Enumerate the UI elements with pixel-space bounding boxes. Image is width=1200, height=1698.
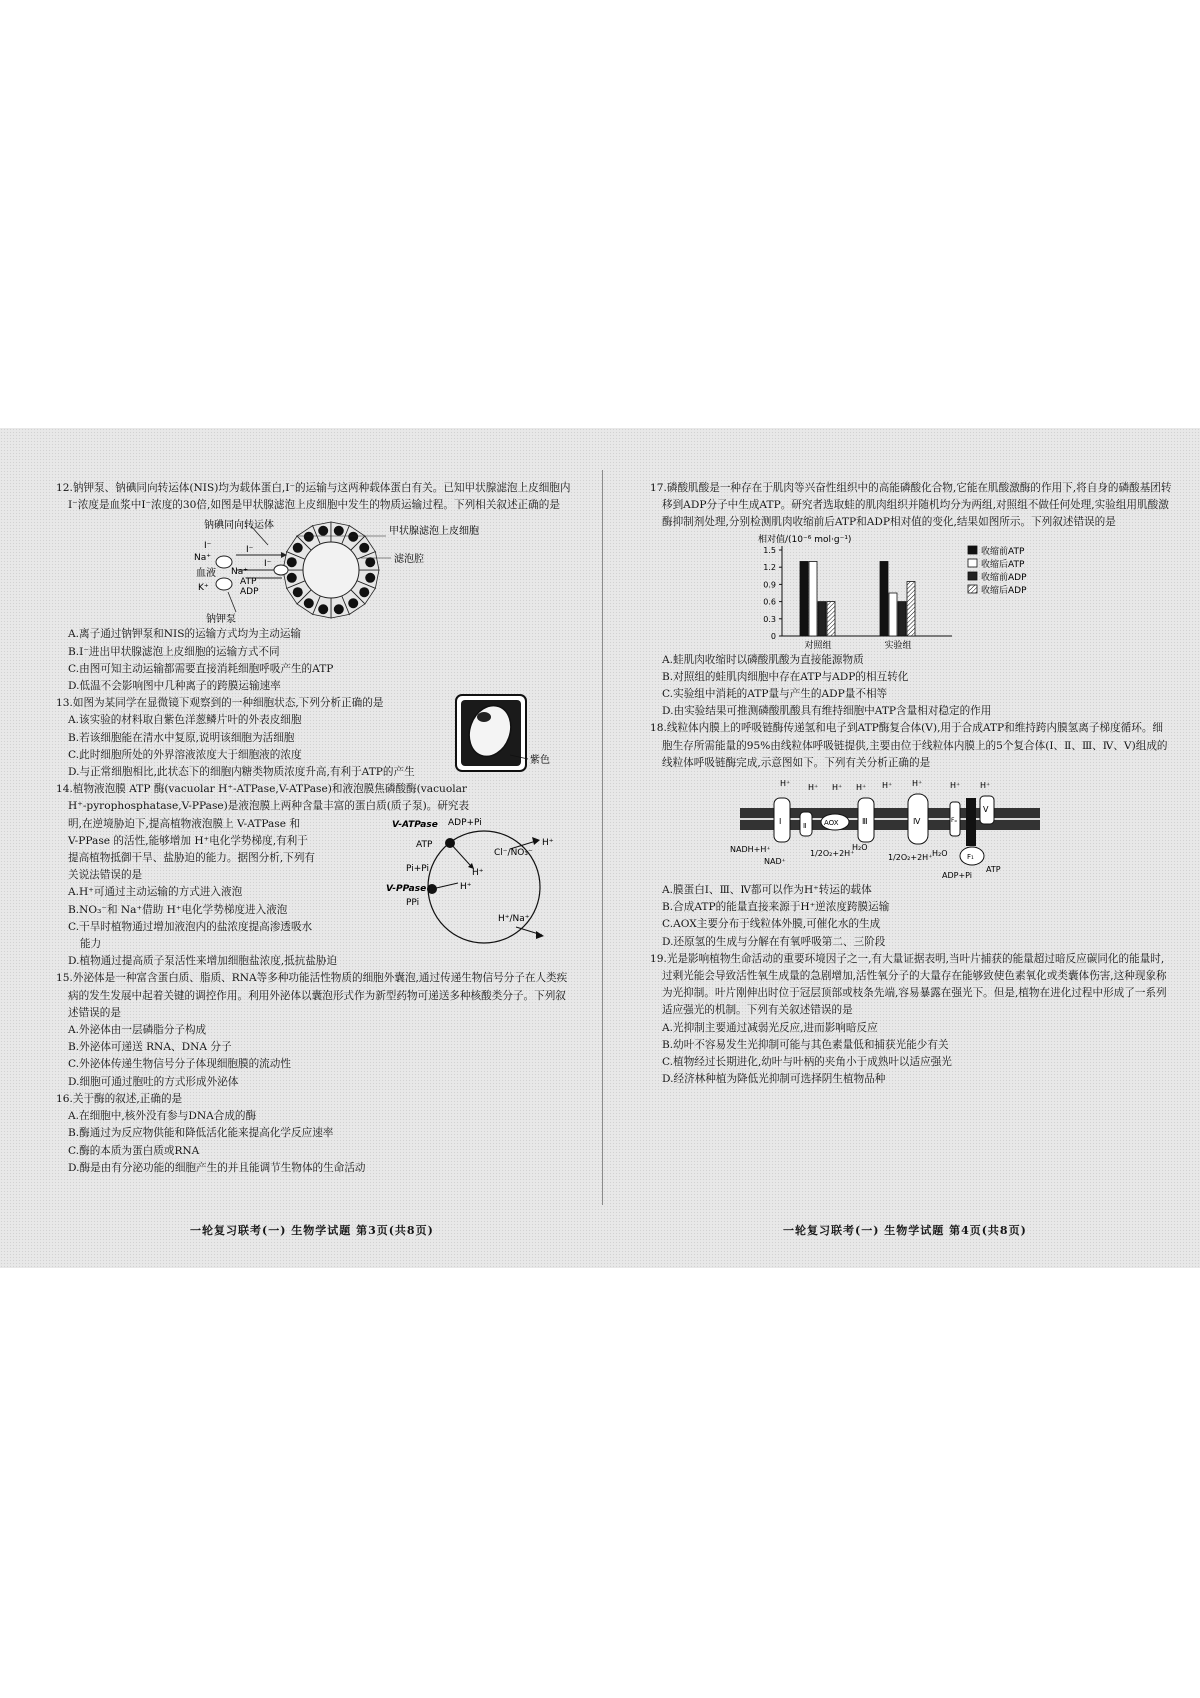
- question-19: [650, 951, 1172, 1089]
- y-tick-label: 0.9: [763, 580, 776, 590]
- q15-option-b[interactable]: B.外泌体可递送 RNA、DNA 分子: [68, 1041, 232, 1054]
- q14-option-c-cont[interactable]: 能力: [80, 938, 102, 951]
- q18-option-a[interactable]: A.膜蛋白Ⅰ、Ⅲ、Ⅳ都可以作为H⁺转运的载体: [662, 884, 872, 897]
- page-divider: [602, 470, 603, 1205]
- pump-label: 钠钾泵: [206, 614, 236, 626]
- q14-option-a[interactable]: A.H⁺可通过主动运输的方式进入液泡: [68, 886, 243, 899]
- chart-bars: [800, 561, 915, 636]
- q16-option-c[interactable]: C.酶的本质为蛋白质或RNA: [68, 1144, 200, 1157]
- q15-stem: 15.外泌体是一种富含蛋白质、脂质、RNA等多种功能活性物质的细胞外囊泡,通过传递生物信号分子在人类疾病的发生发展中起着关键的调控作用。利用外泌体以囊泡形式作为新型药物可递送多种核酸类分子。下列叙述错误的是: [56, 972, 568, 1019]
- legend-label: 收缩前ATP: [981, 546, 1025, 557]
- atp-adp-bar-chart: [650, 532, 1172, 652]
- water-label-1: H₂O: [852, 843, 868, 853]
- f1-label: F₁: [967, 853, 974, 862]
- q13-stem: 13.如图为某同学在显微镜下观察到的一种细胞状态,下列分析正确的是: [56, 697, 384, 710]
- question-18: [650, 720, 1172, 950]
- q15-option-d[interactable]: D.细胞可通过胞吐的方式形成外泌体: [68, 1075, 239, 1088]
- bar-收缩前ATP: [800, 561, 808, 636]
- question-16: [56, 1091, 576, 1177]
- cell-nucleus: [318, 526, 328, 536]
- purple-label: 紫色: [530, 755, 550, 767]
- h-label-2: H⁺: [808, 783, 819, 793]
- right-page: [650, 480, 1172, 1088]
- h-out-label: H⁺: [542, 838, 554, 849]
- cell-nucleus: [348, 532, 358, 542]
- complex-5-label: Ⅴ: [983, 805, 989, 815]
- q16-stem: 16.关于酶的叙述,正确的是: [56, 1092, 183, 1105]
- h-label-3: H⁺: [832, 783, 843, 793]
- legend-label: 收缩后ADP: [981, 585, 1027, 596]
- nis-label: 钠碘同向转运体: [204, 520, 274, 532]
- bar-收缩前ADP: [898, 601, 906, 635]
- h-label-5: H⁺: [882, 781, 893, 791]
- complex-1-label: Ⅰ: [779, 817, 782, 827]
- complex-2-label: Ⅱ: [803, 822, 807, 831]
- vppase-label: V-PPase: [386, 884, 427, 895]
- q13-option-c[interactable]: C.此时细胞所处的外界溶液浓度大于细胞液的浓度: [68, 748, 302, 761]
- legend-label: 收缩后ATP: [981, 559, 1025, 570]
- cell-nucleus: [359, 588, 369, 598]
- h-label-8: H⁺: [980, 781, 991, 791]
- bar-收缩后ATP: [809, 561, 817, 636]
- nad-label: NAD⁺: [764, 857, 786, 867]
- legend-swatch: [968, 572, 977, 580]
- bar-收缩后ADP: [827, 601, 835, 635]
- vacuole-pump-diagram: [386, 815, 566, 955]
- blood-label: 血液: [196, 568, 216, 580]
- complex-4-label: Ⅳ: [913, 817, 921, 827]
- cell-nucleus: [304, 532, 314, 542]
- question-12: [56, 480, 576, 695]
- chart-ylabel: 相对值/(10⁻⁶ mol·g⁻¹): [758, 534, 852, 545]
- oxygen-label-2: 1/2O₂+2H⁺: [888, 853, 933, 863]
- ppi-label: PPi: [406, 898, 420, 909]
- q14-stem-line1: 14.植物液泡膜 ATP 酶(vacuolar H⁺-ATPase,V-ATPase)和液泡膜焦磷酸酶(vacuolar: [56, 783, 467, 796]
- bar-收缩前ATP: [880, 561, 888, 636]
- follicle-lumen: [303, 542, 359, 598]
- respiratory-chain-diagram: [650, 772, 1172, 882]
- q14-stem-line4: V-PPase 的活性,能够增加 H⁺电化学势梯度,有利于: [68, 834, 308, 847]
- q12-stem: 12.钠钾泵、钠碘同向转运体(NIS)均为载体蛋白,I⁻的运输与这两种载体蛋白有关。已知甲状腺滤泡上皮细胞内I⁻浓度是血浆中I⁻浓度的30倍,如图是甲状腺滤泡上皮细胞中发生的物质运输过程。下列相关叙述正确的是: [56, 482, 571, 512]
- chart-legend: [968, 545, 1027, 596]
- y-tick-label: 0.3: [763, 614, 776, 624]
- q17-option-a[interactable]: A.蛙肌肉收缩时以磷酸肌酸为直接能源物质: [662, 653, 864, 666]
- q16-option-d[interactable]: D.酶是由有分泌功能的细胞产生的并且能调节生物体的生命活动: [68, 1161, 366, 1174]
- q16-option-b[interactable]: B.酶通过为反应物供能和降低活化能来提高化学反应速率: [68, 1127, 334, 1140]
- vatpase-label: V-ATPase: [392, 820, 438, 831]
- legend-label: 收缩前ADP: [981, 572, 1027, 583]
- legend-swatch: [968, 559, 977, 567]
- atp-label: ATP: [240, 577, 257, 588]
- cell-nucleus: [304, 599, 314, 609]
- q15-option-a[interactable]: A.外泌体由一层磷脂分子构成: [68, 1024, 207, 1037]
- iodide-out-label: I⁻: [264, 559, 272, 570]
- h-label-6: H⁺: [912, 779, 923, 789]
- oxygen-label-1: 1/2O₂+2H⁺: [810, 849, 855, 859]
- legend-swatch: [968, 546, 977, 554]
- y-tick-label: 1.5: [763, 545, 776, 555]
- q19-option-b[interactable]: B.幼叶不容易发生光抑制可能与其色素量低和捕获光能少有关: [662, 1038, 949, 1051]
- q12-option-a[interactable]: A.离子通过钠钾泵和NIS的运输方式均为主动运输: [68, 628, 302, 641]
- cell-label: 甲状腺滤泡上皮细胞: [389, 526, 479, 538]
- q14-option-b[interactable]: B.NO₃⁻和 Na⁺借助 H⁺电化学势梯度进入液泡: [68, 903, 288, 916]
- left-page: [56, 480, 576, 1177]
- x-category-label: 对照组: [804, 640, 832, 651]
- h-na-label: H⁺/Na⁺: [498, 914, 530, 925]
- nadh-label: NADH+H⁺: [730, 845, 771, 855]
- thyroid-follicle-diagram: [56, 514, 576, 626]
- lumen-label: 滤泡腔: [394, 554, 424, 566]
- q14-option-c[interactable]: C.干旱时植物通过增加液泡内的盐浓度提高渗透吸水: [68, 920, 313, 933]
- q12-option-d[interactable]: D.低温不会影响图中几种离子的跨膜运输速率: [68, 680, 281, 693]
- cell-nucleus: [293, 588, 303, 598]
- q16-option-a[interactable]: A.在细胞中,核外没有参与DNA合成的酶: [68, 1110, 257, 1123]
- q17-option-c[interactable]: C.实验组中消耗的ATP量与产生的ADP量不相等: [662, 688, 888, 701]
- q12-figure: [56, 514, 576, 626]
- q18-option-d[interactable]: D.还原氢的生成与分解在有氧呼吸第二、三阶段: [662, 935, 886, 948]
- cl-no3-label: Cl⁻/NO₃⁻: [494, 848, 533, 859]
- q17-figure: [650, 532, 1172, 652]
- iodide-in-label: I⁻: [204, 541, 212, 552]
- water-label-2: H₂O: [932, 849, 948, 859]
- right-page-footer: 一轮复习联考(一) 生物学试题 第4页(共8页): [783, 1224, 1027, 1237]
- aox-label: AOX: [824, 819, 839, 828]
- atp-label: ATP: [986, 865, 1001, 875]
- q15-option-c[interactable]: C.外泌体传递生物信号分子体现细胞膜的流动性: [68, 1058, 291, 1071]
- question-15: [56, 970, 576, 1090]
- question-14: [56, 781, 576, 970]
- q14-stem-line3: 明,在逆境胁迫下,提高植物液泡膜上 V-ATPase 和: [68, 817, 301, 830]
- chart-axes: [763, 546, 952, 651]
- cell-nucleus: [287, 558, 297, 568]
- x-category-label: 实验组: [884, 640, 912, 651]
- y-tick-label: 1.2: [763, 562, 776, 572]
- q12-option-c[interactable]: C.由图可知主动运输都需要直接消耗细胞呼吸产生的ATP: [68, 662, 334, 675]
- q17-stem: 17.磷酸肌酸是一种存在于肌肉等兴奋性组织中的高能磷酸化合物,它能在肌酸激酶的作用下,将自身的磷酸基团转移到ADP分子中生成ATP。研究者选取蛙的肌肉组织并随机均分为两组,对照组不做任何处理,实验组用肌酸激酶抑制剂处理,分别检测肌肉收缩前后ATP和ADP相对值的变化,结果如图所示。下列叙述错误的是: [650, 482, 1172, 529]
- adp-pi-label: ADP+Pi: [942, 871, 973, 881]
- iodide-mid-label: I⁻: [246, 545, 254, 556]
- adp-pi-label: ADP+Pi: [448, 818, 482, 829]
- q13-option-a[interactable]: A.该实验的材料取自紫色洋葱鳞片叶的外表皮细胞: [68, 714, 302, 727]
- q17-option-b[interactable]: B.对照组的蛙肌肉细胞中存在ATP与ADP的相互转化: [662, 670, 909, 683]
- q17-option-d[interactable]: D.由实验结果可推测磷酸肌酸具有维持细胞中ATP含量相对稳定的作用: [662, 705, 992, 718]
- y-tick-label: 0: [770, 631, 776, 641]
- cell-nucleus: [293, 543, 303, 553]
- na-in-label: Na⁺: [194, 553, 211, 564]
- cell-nucleus: [348, 599, 358, 609]
- na-out-label: Na⁺: [231, 567, 248, 578]
- q19-option-a[interactable]: A.光抑制主要通过减弱光反应,进而影响暗反应: [662, 1021, 878, 1034]
- question-13: [56, 695, 576, 781]
- h-label-1: H⁺: [780, 779, 791, 789]
- h-in-label-2: H⁺: [460, 882, 472, 893]
- complex-3-label: Ⅲ: [862, 817, 868, 827]
- y-tick-label: 0.6: [763, 597, 776, 607]
- q18-figure: [650, 772, 1172, 882]
- left-page-footer: 一轮复习联考(一) 生物学试题 第3页(共8页): [190, 1224, 434, 1237]
- legend-swatch: [968, 585, 977, 593]
- h-label-7: H⁺: [950, 781, 961, 791]
- cell-nucleus: [287, 573, 297, 583]
- q14-stem-line6: 关说法错误的是: [68, 869, 143, 882]
- bar-收缩后ADP: [907, 581, 915, 635]
- q13-option-b[interactable]: B.若该细胞能在清水中复原,说明该细胞为活细胞: [68, 731, 295, 744]
- cell-nucleus: [359, 543, 369, 553]
- h-in-label-1: H⁺: [472, 868, 484, 879]
- q13-option-d[interactable]: D.与正常细胞相比,此状态下的细胞内糖类物质浓度升高,有利于ATP的产生: [68, 766, 415, 779]
- q18-stem: 18.线粒体内膜上的呼吸链酶传递氢和电子到ATP酶复合体(Ⅴ),用于合成ATP和维持跨内膜氢离子梯度循环。细胞生存所需能量的95%由线粒体呼吸链提供,主要由位于线粒体内膜上的5个复合体(Ⅰ、Ⅱ、Ⅲ、Ⅳ、Ⅴ)组成的线粒体呼吸链酶完成,示意图如下。下列有关分析正确的是: [650, 722, 1168, 769]
- cell-nucleus: [318, 605, 328, 615]
- q18-option-b[interactable]: B.合成ATP的能量直接来源于H⁺逆浓度跨膜运输: [662, 901, 890, 914]
- bar-收缩前ADP: [818, 601, 826, 635]
- q12-option-b[interactable]: B.I⁻进出甲状腺滤泡上皮细胞的运输方式不同: [68, 645, 280, 658]
- cell-nucleus: [334, 526, 344, 536]
- fo-label: Fₒ: [951, 817, 957, 825]
- cell-nucleus: [365, 558, 375, 568]
- plasmolysis-cell-diagram: [454, 693, 564, 775]
- q18-option-c[interactable]: C.AOX主要分布于线粒体外膜,可催化水的生成: [662, 918, 881, 931]
- q19-option-d[interactable]: D.经济林种植为降低光抑制可选择阴生植物品种: [662, 1073, 886, 1086]
- cell-nucleus: [334, 605, 344, 615]
- adp-label: ADP: [240, 587, 259, 598]
- q14-stem-line5: 提高植物抵御干旱、盐胁迫的能力。据图分析,下列有: [68, 852, 316, 865]
- cell-nucleus: [365, 573, 375, 583]
- q14-stem-line2: H⁺-pyrophosphatase,V-PPase)是液泡膜上两种含量丰富的蛋白质(质子泵)。研究表: [68, 800, 470, 813]
- k-label: K⁺: [198, 583, 209, 594]
- bar-收缩后ATP: [889, 593, 897, 636]
- question-17: [650, 480, 1172, 720]
- h-label-4: H⁺: [856, 783, 867, 793]
- q19-stem: 19.光是影响植物生命活动的重要环境因子之一,有大量证据表明,当叶片捕获的能量超过暗反应碳同化的能量时,过剩光能会导致活性氧生成量的急剧增加,活性氧分子的大量存在能够致使色素氧化或类囊体伤害,这种现象称为光抑制。叶片刚伸出时位于冠层顶部或枝条先端,容易暴露在强光下。但是,植物在进化过程中形成了一系列适应强光的机制。下列有关叙述错误的是: [650, 952, 1167, 1017]
- q14-option-d[interactable]: D.植物通过提高质子泵活性来增加细胞盐浓度,抵抗盐胁迫: [68, 955, 338, 968]
- pi-pi-label: Pi+Pi: [406, 864, 430, 875]
- atp-label: ATP: [416, 840, 433, 851]
- q19-option-c[interactable]: C.植物经过长期进化,幼叶与叶柄的夹角小于成熟叶以适应强光: [662, 1056, 952, 1069]
